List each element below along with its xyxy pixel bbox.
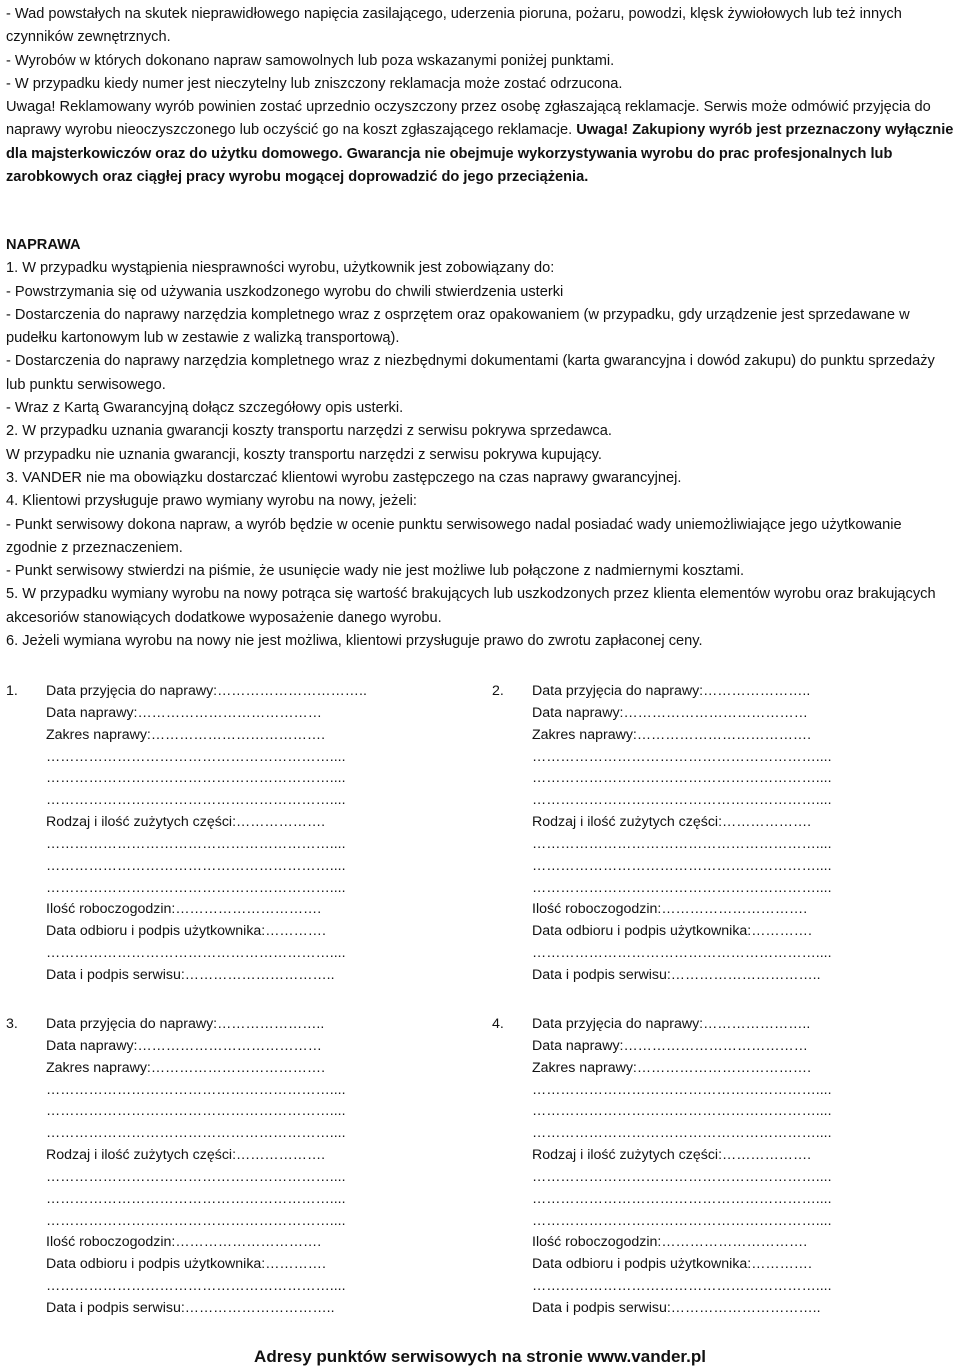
repair-line: 6. Jeżeli wymiana wyrobu na nowy nie jest możliwa, klientowi przysługuje prawo do zwrotu zapłaconej ceny. [6,633,703,650]
repair-line: - Punkt serwisowy stwierdzi na piśmie, że usunięcie wady nie jest możliwe lub połączone z nadmiernymi kosztami. [6,563,745,580]
repair-date-field: Data naprawy:………………………………… [46,1037,322,1054]
labor-hours-field: Ilość roboczogodzin:…………………………. [532,1234,808,1251]
repair-line: 2. W przypadku uznania gwarancji koszty transportu narzędzi z serwisu pokrywa sprzedawca. [6,423,612,440]
pickup-signature-field: Data odbioru i podpis użytkownika:…………. [532,923,812,940]
service-signature-field: Data i podpis serwisu:………………………….. [46,966,335,983]
blank-line: …………………………………………………….... [46,1103,346,1120]
blank-line: …………………………………………………….... [46,835,346,852]
record-number: 4. [492,1016,504,1032]
repair-date-field: Data naprawy:………………………………… [532,1037,808,1054]
parts-used-field: Rodzaj i ilość zużytych części:………………. [532,814,812,831]
repair-line: - Punkt serwisowy dokona napraw, a wyrób będzie w ocenie punktu serwisowego nadal posiadać wady uniemożliwiające jego użytkowanie zgodnie z przeznaczeniem. [6,516,902,556]
labor-hours-field: Ilość roboczogodzin:…………………………. [46,1234,322,1251]
date-received-field: Data przyjęcia do naprawy:………………….. [532,683,811,699]
date-received-field: Data przyjęcia do naprawy:………………….. [532,1016,811,1032]
blank-line: …………………………………………………….... [532,1212,832,1229]
service-signature-field: Data i podpis serwisu:………………………….. [532,966,821,983]
repair-date-field: Data naprawy:………………………………… [46,704,322,721]
blank-line: …………………………………………………….... [46,1168,346,1185]
repair-line: - Powstrzymania się od używania uszkodzonego wyrobu do chwili stwierdzenia usterki [6,283,564,300]
repair-scope-field: Zakres naprawy:………………………………. [46,1059,326,1076]
labor-hours-field: Ilość roboczogodzin:…………………………. [46,901,322,918]
blank-line: …………………………………………………….... [532,857,832,874]
blank-line: …………………………………………………….... [532,1168,832,1185]
notes-paragraph [6,96,956,189]
blank-line: …………………………………………………….... [532,1278,832,1295]
blank-line: …………………………………………………….... [46,1278,346,1295]
blank-line: …………………………………………………….... [532,1103,832,1120]
blank-line: …………………………………………………….... [532,945,832,962]
service-signature-field: Data i podpis serwisu:………………………….. [532,1299,821,1316]
repair-scope-field: Zakres naprawy:………………………………. [46,726,326,743]
repair-section [6,234,956,653]
exclusion-line: - Wad powstałych na skutek nieprawidłowego napięcia zasilającego, uderzenia pioruna, pożaru, powodzi, klęsk żywiołowych lub też innych czynników zewnętrznych. [6,6,902,46]
repair-line: 1. W przypadku wystąpienia niesprawności wyrobu, użytkownik jest zobowiązany do: [6,260,555,277]
repair-heading: NAPRAWA [6,237,81,253]
blank-line: …………………………………………………….... [532,792,832,809]
blank-line: …………………………………………………….... [46,1212,346,1229]
service-points-footer: Adresy punktów serwisowych na stronie www.vander.pl [254,1347,706,1366]
repair-line: - Dostarczenia do naprawy narzędzia kompletnego wraz z niezbędnymi dokumentami (karta gwarancyjna i dowód zakupu) do punktu sprzedaży lub punktu serwisowego. [6,353,935,393]
blank-line: …………………………………………………….... [532,1125,832,1142]
repair-line: - Wraz z Kartą Gwarancyjną dołącz szczegółowy opis usterki. [6,400,404,417]
blank-line: …………………………………………………….... [532,1190,832,1207]
home-use-note: Uwaga! Zakupiony wyrób jest przeznaczony wyłącznie dla majsterkowiczów oraz do użytku domowego. [6,122,954,162]
repair-line: 3. VANDER nie ma obowiązku dostarczać klientowi wyrobu zastępczego na czas naprawy gwarancyjnej. [6,469,682,486]
pickup-signature-field: Data odbioru i podpis użytkownika:…………. [532,1256,812,1273]
blank-line: …………………………………………………….... [532,748,832,765]
repair-line: - Dostarczenia do naprawy narzędzia kompletnego wraz z osprzętem oraz opakowaniem (w przypadku, gdy urządzenie jest sprzedawane w pudełku kartonowym lub w zestawie z walizką transportową). [6,306,910,347]
blank-line: …………………………………………………….... [46,1125,346,1142]
pickup-signature-field: Data odbioru i podpis użytkownika:…………. [46,1256,326,1273]
blank-line: …………………………………………………….... [532,770,832,787]
blank-line: …………………………………………………….... [46,1190,346,1207]
parts-used-field: Rodzaj i ilość zużytych części:………………. [46,814,326,831]
repair-line: 4. Klientowi przysługuje prawo wymiany wyrobu na nowy, jeżeli: [6,493,417,510]
repair-scope-field: Zakres naprawy:………………………………. [532,1059,812,1076]
labor-hours-field: Ilość roboczogodzin:…………………………. [532,901,808,918]
repair-line: 5. W przypadku wymiany wyrobu na nowy potrąca się wartość brakujących lub uszkodzonych przez klienta elementów wyrobu oraz brakujących akcesoriów stanowiących dodatkowe wyposażenie danego wyrobu. [6,586,936,626]
blank-line: …………………………………………………….... [532,879,832,896]
blank-line: …………………………………………………….... [46,879,346,896]
exclusion-line: - Wyrobów w których dokonano napraw samowolnych lub poza wskazanymi poniżej punktami. [6,52,615,69]
cleaning-note: Uwaga! Reklamowany wyrób powinien zostać uprzednio oczyszczony przez osobę zgłaszającą reklamacje. Serwis może odmówić przyjęcia do naprawy wyrobu nieoczyszczonego lub oczyścić go na koszt zgłaszającego reklamacje. [6,99,931,139]
blank-line: …………………………………………………….... [46,770,346,787]
date-received-field: Data przyjęcia do naprawy:………………………….. [46,683,367,699]
repair-line: W przypadku nie uznania gwarancji, koszty transportu narzędzi z serwisu pokrywa kupujący. [6,446,602,463]
service-signature-field: Data i podpis serwisu:………………………….. [46,1299,335,1316]
record-number: 3. [6,1016,18,1032]
blank-line: …………………………………………………….... [532,835,832,852]
blank-line: …………………………………………………….... [46,945,346,962]
blank-line: …………………………………………………….... [46,1081,346,1098]
repair-scope-field: Zakres naprawy:………………………………. [532,726,812,743]
record-number: 1. [6,683,18,699]
exclusion-line: - W przypadku kiedy numer jest nieczytelny lub zniszczony reklamacja może zostać odrzucona. [6,75,623,92]
repair-date-field: Data naprawy:………………………………… [532,704,808,721]
blank-line: …………………………………………………….... [46,748,346,765]
blank-line: …………………………………………………….... [46,792,346,809]
blank-line: …………………………………………………….... [532,1081,832,1098]
parts-used-field: Rodzaj i ilość zużytych części:………………. [532,1147,812,1164]
exclusions-section [6,3,956,189]
date-received-field: Data przyjęcia do naprawy:………………….. [46,1016,325,1032]
record-number: 2. [492,683,504,699]
blank-line: …………………………………………………….... [46,857,346,874]
professional-use-note: Gwarancja nie obejmuje wykorzystywania wyrobu do prac profesjonalnych lub zarobkowych oraz ciągłej pracy wyrobu mogącej doprowadzić do jego przeciążenia. [6,145,893,186]
parts-used-field: Rodzaj i ilość zużytych części:………………. [46,1147,326,1164]
pickup-signature-field: Data odbioru i podpis użytkownika:…………. [46,923,326,940]
